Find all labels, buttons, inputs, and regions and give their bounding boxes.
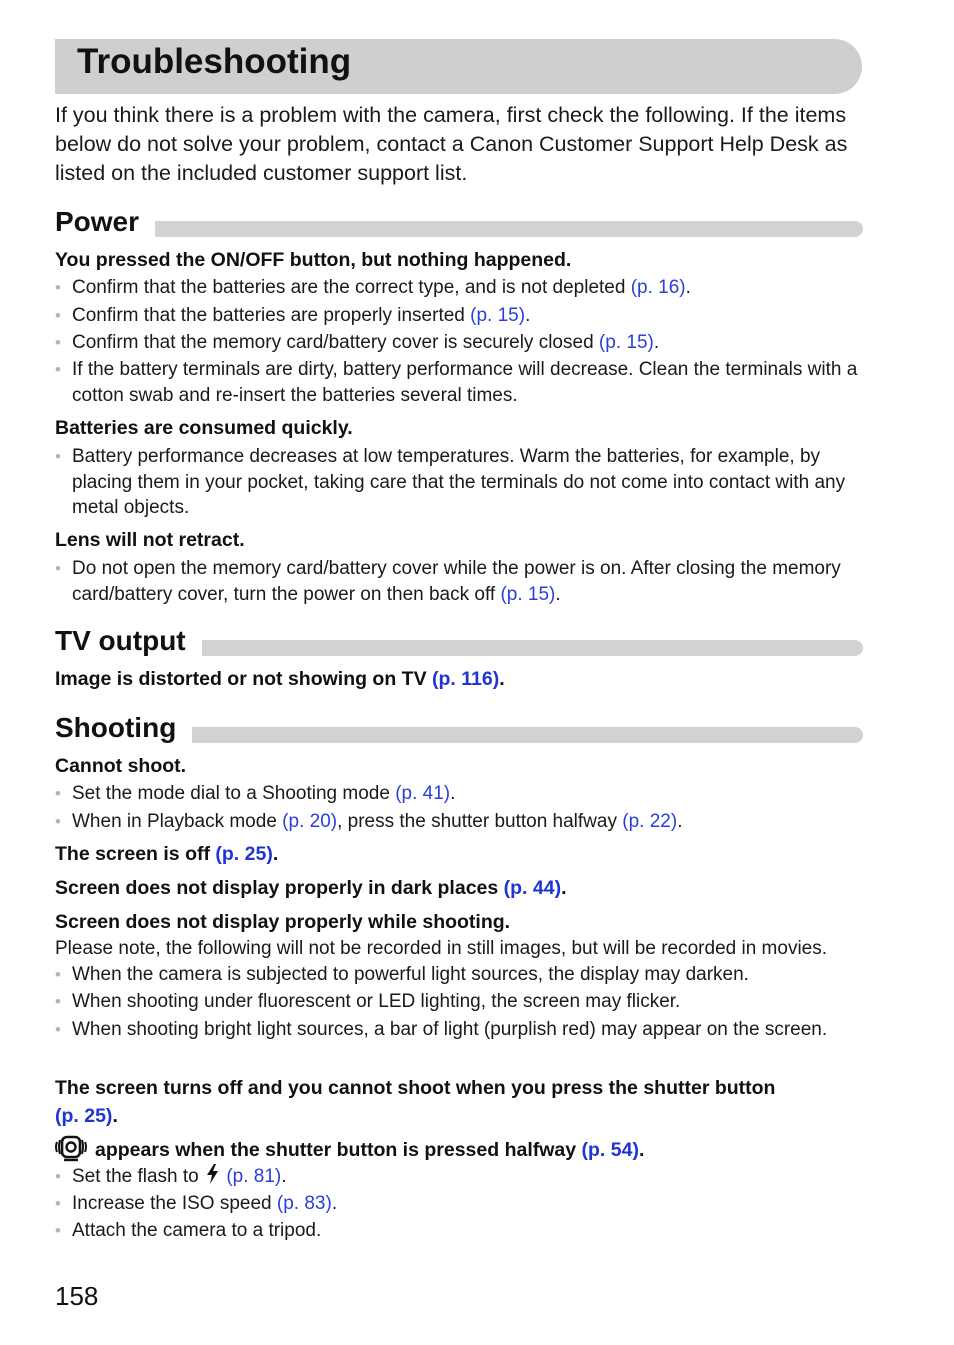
intro-paragraph: If you think there is a problem with the camera, first check the following. If the items below do not solve your problem, contact a Canon Customer Support Help Desk as listed on the included customer support list. [55, 103, 848, 185]
question-heading: Screen does not display properly while shooting. [55, 911, 511, 933]
page-link[interactable]: (p. 15) [500, 583, 556, 605]
section-heading: TV output [55, 625, 202, 657]
page-link[interactable]: (p. 83) [276, 1193, 332, 1214]
question-heading: Lens will not retract. [55, 529, 245, 551]
list-item: • If the battery terminals are dirty, battery performance will decrease. Clean the terminals with a cotton swab and re-insert the batteries several times. [72, 357, 862, 408]
section-rule [55, 221, 863, 237]
page-link[interactable]: (p. 54) [581, 1139, 639, 1161]
list-item: • Set the flash to (p. 81). [72, 1164, 862, 1192]
page-title: Troubleshooting [77, 42, 352, 81]
section-heading: Shooting [55, 712, 192, 744]
list-item: • Do not open the memory card/battery cover while the power is on. After closing the memory card/battery cover, turn the power on then back off (p. 15). [72, 556, 862, 607]
page-link[interactable]: (p. 41) [395, 783, 451, 804]
page-link[interactable]: (p. 25) [55, 1105, 113, 1127]
question-heading: Cannot shoot. [55, 755, 187, 777]
question-heading: Image is distorted or not showing on TV (p. 116). [55, 668, 505, 690]
page-link[interactable]: (p. 44) [503, 877, 562, 899]
list-item: • Battery performance decreases at low temperatures. Warm the batteries, for example, by placing them in your pocket, taking care that the terminals do not come into contact with any metal objects. [72, 444, 862, 521]
page-number: 158 [55, 1281, 99, 1311]
list-item: • When shooting bright light sources, a bar of light (purplish red) may appear on the screen. [72, 1017, 862, 1043]
page-link[interactable]: (p. 81) [226, 1166, 282, 1187]
page-link[interactable]: (p. 15) [470, 305, 526, 326]
page-link[interactable]: (p. 16) [630, 277, 686, 298]
page-link[interactable]: (p. 20) [282, 811, 338, 832]
flash-on-icon [206, 1164, 219, 1192]
title-bar [55, 39, 862, 94]
page-link[interactable]: (p. 22) [622, 811, 678, 832]
list-item: • When in Playback mode (p. 20), press the shutter button halfway (p. 22). [72, 809, 862, 835]
list-item: • Set the mode dial to a Shooting mode (p. 41). [72, 781, 862, 807]
section-shooting [55, 712, 863, 748]
question-heading: The screen turns off and you cannot shoot when you press the shutter button (p. 25). [55, 1077, 776, 1127]
section-tv-output [55, 625, 863, 661]
page-link[interactable]: (p. 25) [215, 843, 273, 865]
question-heading: The screen is off (p. 25). [55, 843, 279, 865]
question-heading: Screen does not display properly in dark places (p. 44). [55, 877, 567, 899]
list-item: • Confirm that the memory card/battery cover is securely closed (p. 15). [72, 330, 862, 356]
section-heading: Power [55, 206, 155, 238]
list-item: • Confirm that the batteries are properly inserted (p. 15). [72, 303, 862, 329]
question-heading: You pressed the ON/OFF button, but nothing happened. [55, 249, 572, 271]
question-heading: appears when the shutter button is pressed halfway (p. 54). [55, 1134, 875, 1172]
list-item: • Attach the camera to a tripod. [72, 1218, 862, 1244]
page-link[interactable]: (p. 116) [432, 668, 500, 690]
list-item: • Confirm that the batteries are the correct type, and is not depleted (p. 16). [72, 275, 862, 301]
section-power [55, 206, 863, 242]
question-heading: Batteries are consumed quickly. [55, 417, 353, 439]
page-link[interactable]: (p. 15) [598, 332, 654, 353]
list-item: • When the camera is subjected to powerful light sources, the display may darken. [72, 962, 862, 988]
note-paragraph: Please note, the following will not be recorded in still images, but will be recorded in movies. [55, 938, 828, 959]
list-item: • When shooting under fluorescent or LED lighting, the screen may flicker. [72, 989, 862, 1015]
list-item: • Increase the ISO speed (p. 83). [72, 1191, 862, 1217]
